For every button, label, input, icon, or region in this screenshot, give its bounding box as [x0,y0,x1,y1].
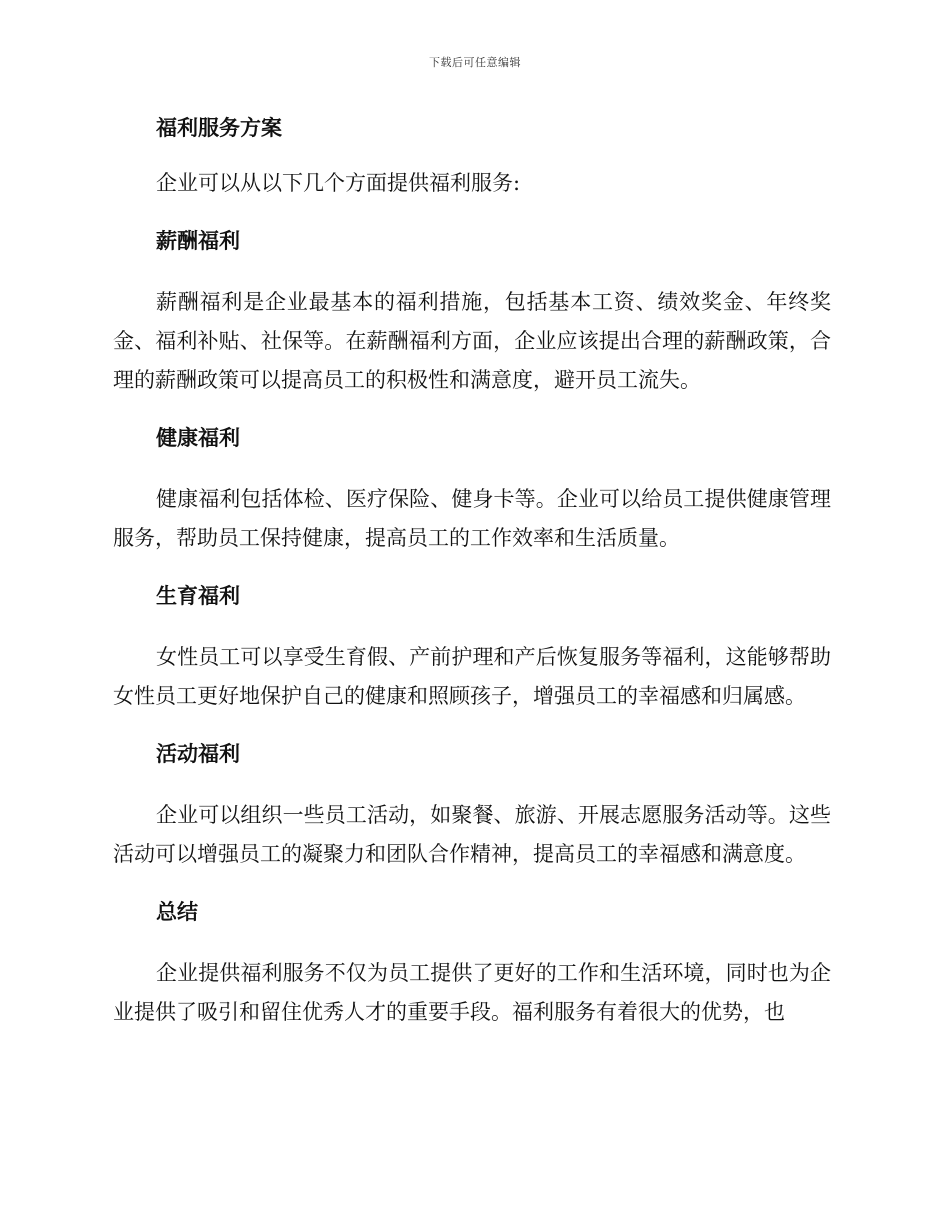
section-body-summary: 企业提供福利服务不仅为员工提供了更好的工作和生活环境，同时也为企业提供了吸引和留住优秀人才的重要手段。福利服务有着很大的优势，也 [113,961,831,1024]
section-body-salary: 薪酬福利是企业最基本的福利措施，包括基本工资、绩效奖金、年终奖金、福利补贴、社保等。在薪酬福利方面，企业应该提出合理的薪酬政策，合理的薪酬政策可以提高员工的积极性和满意度，避开员工流失。 [113,290,831,392]
section-heading-health: 健康福利 [156,426,240,450]
section-body-health: 健康福利包括体检、医疗保险、健身卡等。企业可以给员工提供健康管理服务，帮助员工保持健康，提高员工的工作效率和生活质量。 [113,487,831,550]
section-body-maternity: 女性员工可以享受生育假、产前护理和产后恢复服务等福利，这能够帮助女性员工更好地保护自己的健康和照顾孩子，增强员工的幸福感和归属感。 [113,645,831,708]
document-title: 福利服务方案 [156,116,282,140]
section-heading-summary: 总结 [156,900,198,924]
section-body-activity: 企业可以组织一些员工活动，如聚餐、旅游、开展志愿服务活动等。这些活动可以增强员工的凝聚力和团队合作精神，提高员工的幸福感和满意度。 [113,803,831,866]
section-heading-activity: 活动福利 [156,742,240,766]
document-content [113,108,831,1050]
page-header: 下载后可任意编辑 [429,56,521,69]
section-heading-maternity: 生育福利 [156,584,240,608]
section-heading-salary: 薪酬福利 [156,229,240,253]
intro-paragraph: 企业可以从以下几个方面提供福利服务: [156,171,521,195]
